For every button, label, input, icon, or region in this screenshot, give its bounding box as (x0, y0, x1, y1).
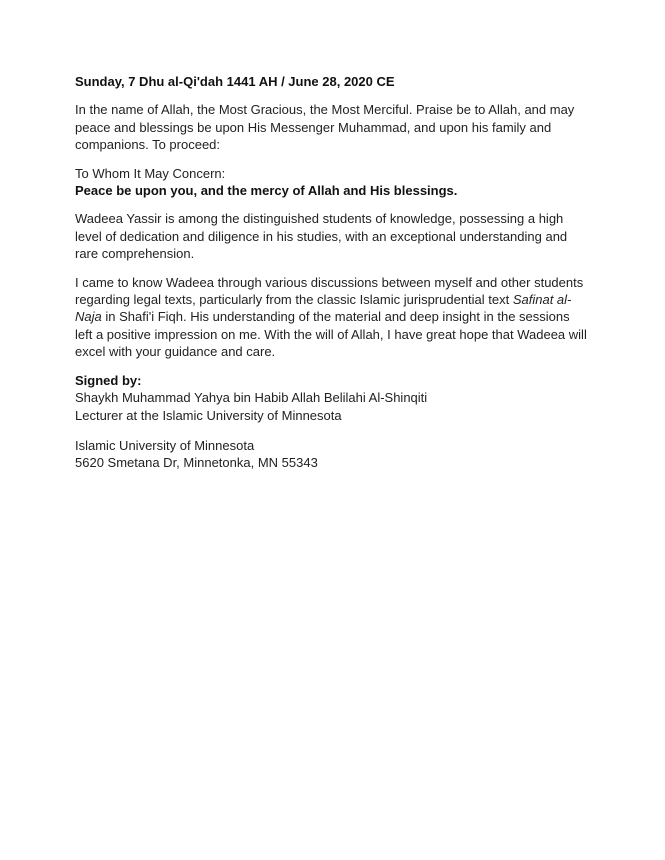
salutation: To Whom It May Concern: (75, 165, 226, 181)
paragraph-2 (75, 274, 590, 361)
letter-body (75, 73, 590, 472)
spacer (75, 424, 590, 437)
opening-paragraph: In the name of Allah, the Most Gracious, the Most Merciful. Praise be to Allah, and may peace and blessings be upon His Messenger Muhammad, and upon his family and companions. To proceed: (75, 102, 575, 153)
street-address: 5620 Smetana Dr, Minnetonka, MN 55343 (75, 455, 318, 471)
institution-name: Islamic University of Minnesota (75, 437, 255, 453)
signer-name: Shaykh Muhammad Yahya bin Habib Allah Belilahi Al-Shinqiti (75, 390, 428, 406)
paragraph-1: Wadeea Yassir is among the distinguished students of knowledge, possessing a high level of dedication and diligence in his studies, with an exceptional understanding and rare comprehension. (75, 211, 568, 262)
salutation-block (75, 165, 590, 200)
address-block (75, 437, 590, 472)
paragraph-2-text-a: I came to know Wadeea through various discussions between myself and other students regarding legal texts, particularly from the classic Islamic jurisprudential text (75, 274, 584, 308)
signature-block (75, 372, 590, 424)
greeting: Peace be upon you, and the mercy of Allah and His blessings. (75, 183, 458, 199)
signed-by-label: Signed by: (75, 372, 142, 388)
signer-title: Lecturer at the Islamic University of Minnesota (75, 407, 342, 423)
paragraph-2-text-b: in Shafi'i Fiqh. His understanding of the material and deep insight in the sessions left a positive impression on me. With the will of Allah, I have great hope that Wadeea will excel with your guidance and care. (75, 309, 587, 360)
letter-date: Sunday, 7 Dhu al-Qi'dah 1441 AH / June 28, 2020 CE (75, 74, 395, 89)
book-title: Safinat al-Naja (75, 292, 572, 325)
